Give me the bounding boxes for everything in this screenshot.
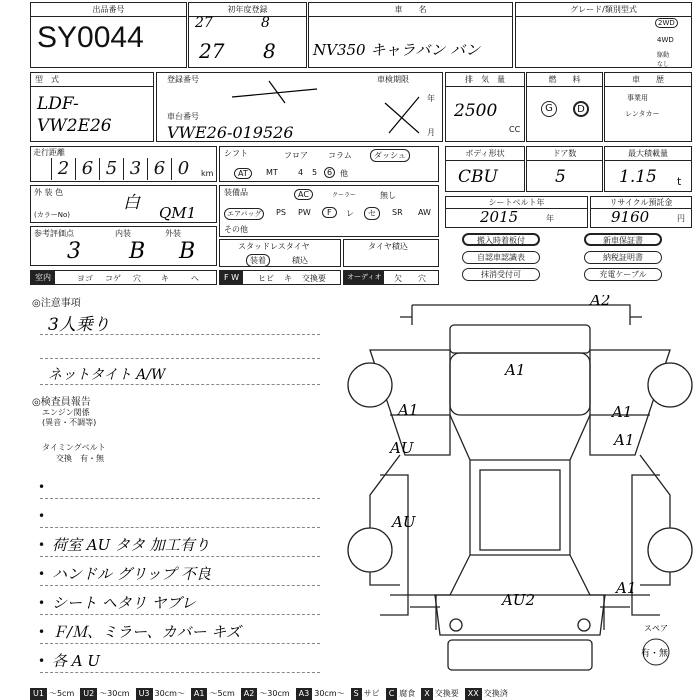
chassis-label: 車台番号 xyxy=(167,112,199,121)
reg-year-1: 27 xyxy=(195,15,213,31)
mileage-label: 走行距離 xyxy=(33,148,65,157)
mileage-digits xyxy=(51,158,195,180)
inspection-item: 荷室 AU タタ 加工有り xyxy=(52,536,210,554)
car-name-box xyxy=(308,2,513,68)
notes-rule-1 xyxy=(40,334,320,335)
item-bullet: • xyxy=(38,480,46,494)
shift-label: シフト xyxy=(224,149,248,158)
body-box xyxy=(445,146,525,192)
inspection-item: 各 A U xyxy=(52,652,101,670)
mark-left-rear: AU xyxy=(392,513,416,531)
room-dirt: ヨゴ xyxy=(77,274,93,283)
item-rule xyxy=(40,672,320,673)
notes-title: ◎注意事項 xyxy=(32,298,81,309)
first-registration-label: 初年度登録 xyxy=(189,3,306,17)
capacity-unit: t xyxy=(677,175,682,188)
body-label: ボディ形状 xyxy=(446,147,524,161)
reg-month-2: 8 xyxy=(263,39,276,63)
first-registration-box xyxy=(188,2,307,68)
interior-value: B xyxy=(129,239,146,264)
audio-hole: 穴 xyxy=(418,274,426,283)
equip-f: F xyxy=(322,207,337,218)
audio-label: オーディオ xyxy=(344,271,384,284)
cc-unit: CC xyxy=(509,125,521,134)
legend-key: C xyxy=(386,688,398,700)
legend-key: U2 xyxy=(80,688,97,700)
item-rule xyxy=(40,585,320,586)
recycle-value: 9160 xyxy=(611,208,650,226)
equip-other-label: その他 xyxy=(224,225,248,234)
legend-value: 30cm〜 xyxy=(154,689,185,698)
seatbelt-value: 2015 xyxy=(480,208,519,226)
legend-value: サビ xyxy=(363,689,380,698)
displacement-box xyxy=(445,72,525,142)
car-name-label: 車 名 xyxy=(309,3,512,17)
recycle-box xyxy=(590,196,692,228)
item-rule xyxy=(40,614,320,615)
item-bullet: • xyxy=(38,538,46,552)
legend-key: A3 xyxy=(296,688,313,700)
legend-value: 〜5cm xyxy=(209,689,235,698)
legend-key: S xyxy=(351,688,362,700)
mark-right-front-door: A1 xyxy=(612,403,633,421)
fw-crack: ヒビ xyxy=(258,274,274,283)
recycle-label: リサイクル預託金 xyxy=(591,197,691,209)
history-business: 事業用 xyxy=(627,94,648,102)
mark-roof: A1 xyxy=(505,361,526,379)
inspection-item: Ｆ/Ｍ、ミラー、カバー キズ xyxy=(52,623,241,641)
audio-box xyxy=(343,270,439,285)
fw-label: F W xyxy=(220,271,243,284)
shift-4: 4 xyxy=(298,168,304,177)
legend-value: 30cm〜 xyxy=(314,689,345,698)
doc-self-cert: 自認車認識表 xyxy=(462,251,540,264)
mileage-digit: 5 xyxy=(99,158,123,180)
mileage-box xyxy=(30,146,217,182)
inspection-item: ハンドル グリップ 不良 xyxy=(52,565,211,583)
legend-key: X xyxy=(421,688,432,700)
doc-tax-cert: 納税証明書 xyxy=(584,251,662,264)
fuel-label: 燃 料 xyxy=(527,73,602,87)
equip-se: セ xyxy=(364,207,380,220)
equip-none: 無し xyxy=(380,191,396,200)
doc-cancel: 抹消受付可 xyxy=(462,268,540,281)
history-rental: レンタカー xyxy=(625,110,660,118)
model-label: 型 式 xyxy=(31,73,153,87)
capacity-box xyxy=(604,146,692,192)
fw-box xyxy=(219,270,341,285)
timing-label: タイミングベルト xyxy=(42,443,106,452)
history-box xyxy=(604,72,692,142)
legend-value: 〜30cm xyxy=(99,689,130,698)
notes-rule-2 xyxy=(40,358,320,359)
item-rule xyxy=(40,556,320,557)
reg-year-2: 27 xyxy=(199,39,225,63)
spare-label: スペア xyxy=(644,624,668,633)
notes-rule-3 xyxy=(40,384,320,385)
equip-re: レ xyxy=(346,209,354,218)
item-bullet: • xyxy=(38,625,46,639)
model-box xyxy=(30,72,154,142)
score-box xyxy=(30,226,217,266)
equip-ac: AC xyxy=(294,189,313,200)
engine-label: エンジン関係 (異音・不調等) xyxy=(42,408,97,427)
shift-at: AT xyxy=(234,168,252,179)
mark-rear: AU2 xyxy=(502,591,536,609)
score-value: 3 xyxy=(67,239,81,264)
shift-mt: MT xyxy=(266,168,278,177)
room-hole: 穴 xyxy=(133,274,141,283)
damage-legend xyxy=(30,688,514,700)
legend-key: A1 xyxy=(191,688,208,700)
legend-value: 〜5cm xyxy=(48,689,75,698)
studless-loaded: 積込 xyxy=(292,256,308,265)
mark-left-mid: AU xyxy=(390,439,414,457)
seatbelt-box xyxy=(445,196,588,228)
equipment-label: 装備品 xyxy=(224,188,248,197)
item-bullet: • xyxy=(38,567,46,581)
mileage-digit: 3 xyxy=(123,158,147,180)
score-label: 参考評価点 xyxy=(34,229,74,238)
grade-box xyxy=(515,2,692,68)
shift-other: 他 xyxy=(340,169,348,178)
timing-options: 交換 有・無 xyxy=(56,454,104,463)
inspection-item: シート ヘタリ ヤブレ xyxy=(52,594,196,612)
lot-number: SY0044 xyxy=(37,21,144,54)
mileage-digit: 6 xyxy=(75,158,99,180)
equipment-box xyxy=(219,185,439,237)
studless-mounted: 装着 xyxy=(246,254,270,267)
doors-label: ドア数 xyxy=(527,147,602,161)
reg-month-1: 8 xyxy=(261,15,270,31)
mark-front-bumper: A2 xyxy=(590,295,611,309)
doc-warranty: 新車保証書 xyxy=(584,233,662,246)
studless-label: スタッドレスタイヤ xyxy=(238,242,310,251)
fuel-box xyxy=(526,72,603,142)
interior-label: 内装 xyxy=(115,229,131,238)
mark-right-mid: A1 xyxy=(614,431,635,449)
inspector-title: ◎検査員報告 xyxy=(32,397,91,408)
notes-line-1: 3人乗り xyxy=(48,315,110,335)
legend-key: U3 xyxy=(136,688,153,700)
seatbelt-label: シートベルト年 xyxy=(446,197,587,209)
equip-cooler: クーラー xyxy=(332,192,357,199)
item-rule xyxy=(40,498,320,499)
legend-key: U1 xyxy=(30,688,47,700)
mileage-digit: 6 xyxy=(147,158,171,180)
model-value: LDF-VW2E26 xyxy=(37,94,112,136)
notes-line-2: ネットタイト A/W xyxy=(48,367,166,383)
car-name: NV350 キャラバン バン xyxy=(313,41,481,59)
doc-charge-cable: 充電ケーブル xyxy=(584,268,662,281)
exterior-value: B xyxy=(179,239,196,264)
room-scratch: キ xyxy=(161,274,169,283)
equip-aw: AW xyxy=(418,208,431,217)
mark-left-front-door: A1 xyxy=(398,401,419,419)
shift-6: 6 xyxy=(324,167,335,178)
reg-no-label: 登録番号 xyxy=(167,75,199,84)
room-dent: へ xyxy=(191,274,199,283)
shift-5: 5 xyxy=(312,168,318,177)
lot-number-label: 出品番号 xyxy=(31,3,186,17)
mark-right-rear: A1 xyxy=(616,579,637,597)
legend-key: XX xyxy=(465,688,482,700)
color-code-label: (カラーNo) xyxy=(34,211,70,219)
body-value: CBU xyxy=(458,167,498,187)
legend-value: 交換済 xyxy=(483,689,508,698)
drive-none: 駆動 なし xyxy=(657,52,670,68)
spare-value: 有・無 xyxy=(641,649,669,659)
fuel-g: G xyxy=(541,101,557,117)
doors-value: 5 xyxy=(555,167,566,187)
lot-number-box xyxy=(30,2,187,68)
equip-sr: SR xyxy=(392,208,403,217)
doors-box xyxy=(526,146,603,192)
legend-value: 〜30cm xyxy=(259,689,290,698)
tire-load-box xyxy=(343,239,439,267)
room-label: 室内 xyxy=(31,271,55,284)
capacity-value: 1.15 xyxy=(619,167,657,187)
equip-pw: PW xyxy=(298,208,311,217)
legend-key: A2 xyxy=(241,688,258,700)
car-diagram xyxy=(340,295,700,685)
item-rule xyxy=(40,527,320,528)
registration-box xyxy=(156,72,443,142)
capacity-label: 最大積載量 xyxy=(605,147,691,161)
seatbelt-unit: 年 xyxy=(546,214,554,223)
shift-floor: フロア xyxy=(284,151,308,160)
room-box xyxy=(30,270,217,285)
recycle-unit: 円 xyxy=(677,214,685,223)
grade-label: グレード/類別型式 xyxy=(516,3,691,17)
item-bullet: • xyxy=(38,596,46,610)
shift-box xyxy=(219,146,439,182)
fuel-d: D xyxy=(573,101,589,117)
room-burn: コゲ xyxy=(105,274,121,283)
fw-replace: 交換要 xyxy=(302,274,326,283)
displacement-value: 2500 xyxy=(454,101,498,121)
item-rule xyxy=(40,643,320,644)
shift-column: コラム xyxy=(328,151,352,160)
strike-marks xyxy=(157,73,444,143)
item-bullet: • xyxy=(38,509,46,523)
equip-ps: PS xyxy=(276,208,286,217)
audio-missing: 欠 xyxy=(394,274,402,283)
fw-scratch: キ xyxy=(284,274,292,283)
color-value: 白 xyxy=(123,193,140,213)
inspection-label: 車検期限 xyxy=(377,75,409,84)
history-label: 車 歴 xyxy=(605,73,691,87)
km-unit: km xyxy=(201,169,214,178)
legend-value: 交換要 xyxy=(434,689,459,698)
equip-airbag: エアバッグ xyxy=(224,208,264,220)
mileage-digit: 2 xyxy=(51,158,75,180)
color-box xyxy=(30,185,217,223)
month-unit: 月 xyxy=(427,128,435,137)
shift-dash: ダッシュ xyxy=(370,149,410,162)
tire-load-label: タイヤ積込 xyxy=(368,242,408,251)
color-code-value: QM1 xyxy=(159,204,197,222)
mileage-digit: 0 xyxy=(171,158,195,180)
drive-4wd: 4WD xyxy=(657,36,674,44)
doc-arrival-sign: 搬入時着板付 xyxy=(462,233,540,246)
studless-box xyxy=(219,239,341,267)
legend-value: 腐食 xyxy=(399,689,416,698)
year-unit: 年 xyxy=(427,94,435,103)
drive-2wd: 2WD xyxy=(655,18,678,28)
color-label: 外 装 色 xyxy=(34,188,64,197)
item-bullet: • xyxy=(38,654,46,668)
exterior-label: 外装 xyxy=(165,229,181,238)
displacement-label: 排 気 量 xyxy=(446,73,524,87)
chassis-value: VWE26-019526 xyxy=(167,123,294,142)
